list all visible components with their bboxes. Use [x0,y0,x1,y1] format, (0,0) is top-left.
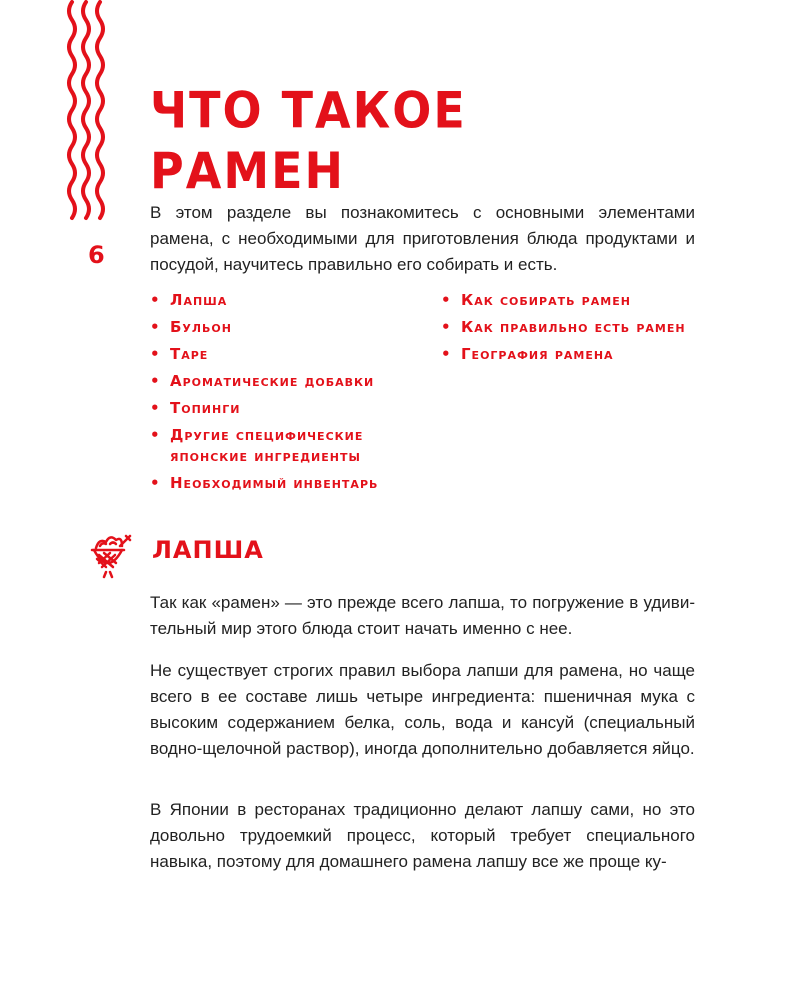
contents-item-equipment [148,473,417,494]
contents-item-label: Необходимый инвентарь [170,474,379,492]
body-paragraph: Так как «рамен» — это прежде всего лапша, то погружение в удивительный мир этого блюда стоит начать именно с нее. [150,593,695,638]
section-title: ЛАПША [152,536,264,564]
bullet-icon: • [150,399,161,417]
contents-item-label: Топинги [170,399,241,417]
bullet-icon: • [150,474,161,492]
page-title [150,80,710,201]
body-paragraph: В Японии в ресторанах традиционно делают лапшу сами, но это довольно трудоемкий процесс, который требует специального навыка, поэтому для домашнего рамена лапшу все же проще ку- [150,800,695,871]
bullet-icon: • [150,291,161,309]
contents-item-broth [148,317,417,338]
bullet-icon: • [441,291,452,309]
bullet-icon: • [150,345,161,363]
contents-item-eating [439,317,708,338]
contents-item-geography [439,344,708,365]
page-number: 6 [88,241,105,269]
contents-item-label: Лапша [170,291,228,309]
contents-item-label: Как правильно есть рамен [461,318,686,336]
contents-item-label: Ароматические добавки [170,372,375,390]
bullet-icon: • [150,372,161,390]
contents-item-tare [148,344,417,365]
contents-item-toppings [148,398,417,419]
body-paragraph: Не существует строгих правил выбора лапши для рамена, но чаще всего в ее составе лишь четыре ингредиента: пшеничная мука с высоким содержанием белка, соль, вода и кансуй (специальный водно-щелочной раствор), иногда дополнительно добавляется яйцо. [150,661,695,758]
contents-item-label: Другие специфические японские ингредиенты [170,426,364,465]
contents-list [148,290,708,500]
noodle-wave-decoration [64,0,110,222]
noodle-strainer-icon [82,528,134,580]
page-title-line: РАМЕН [150,141,346,200]
contents-item-label: Таре [170,345,209,363]
page-title-line: ЧТО ТАКОЕ [150,81,467,140]
intro-paragraph: В этом разделе вы познакомитесь с основными элементами рамена, с необходимыми для приготовления блюда продуктами и посудой, научитесь правильно его собирать и есть. [150,203,695,274]
contents-item-noodles [148,290,417,311]
contents-item-label: География рамена [461,345,614,363]
bullet-icon: • [150,318,161,336]
contents-item-japanese-ingredients [148,425,417,467]
bullet-icon: • [441,318,452,336]
contents-item-label: Бульон [170,318,232,336]
contents-item-aromatics [148,371,417,392]
contents-item-label: Как собирать рамен [461,291,631,309]
bullet-icon: • [150,426,161,444]
bullet-icon: • [441,345,452,363]
contents-item-assembly [439,290,708,311]
